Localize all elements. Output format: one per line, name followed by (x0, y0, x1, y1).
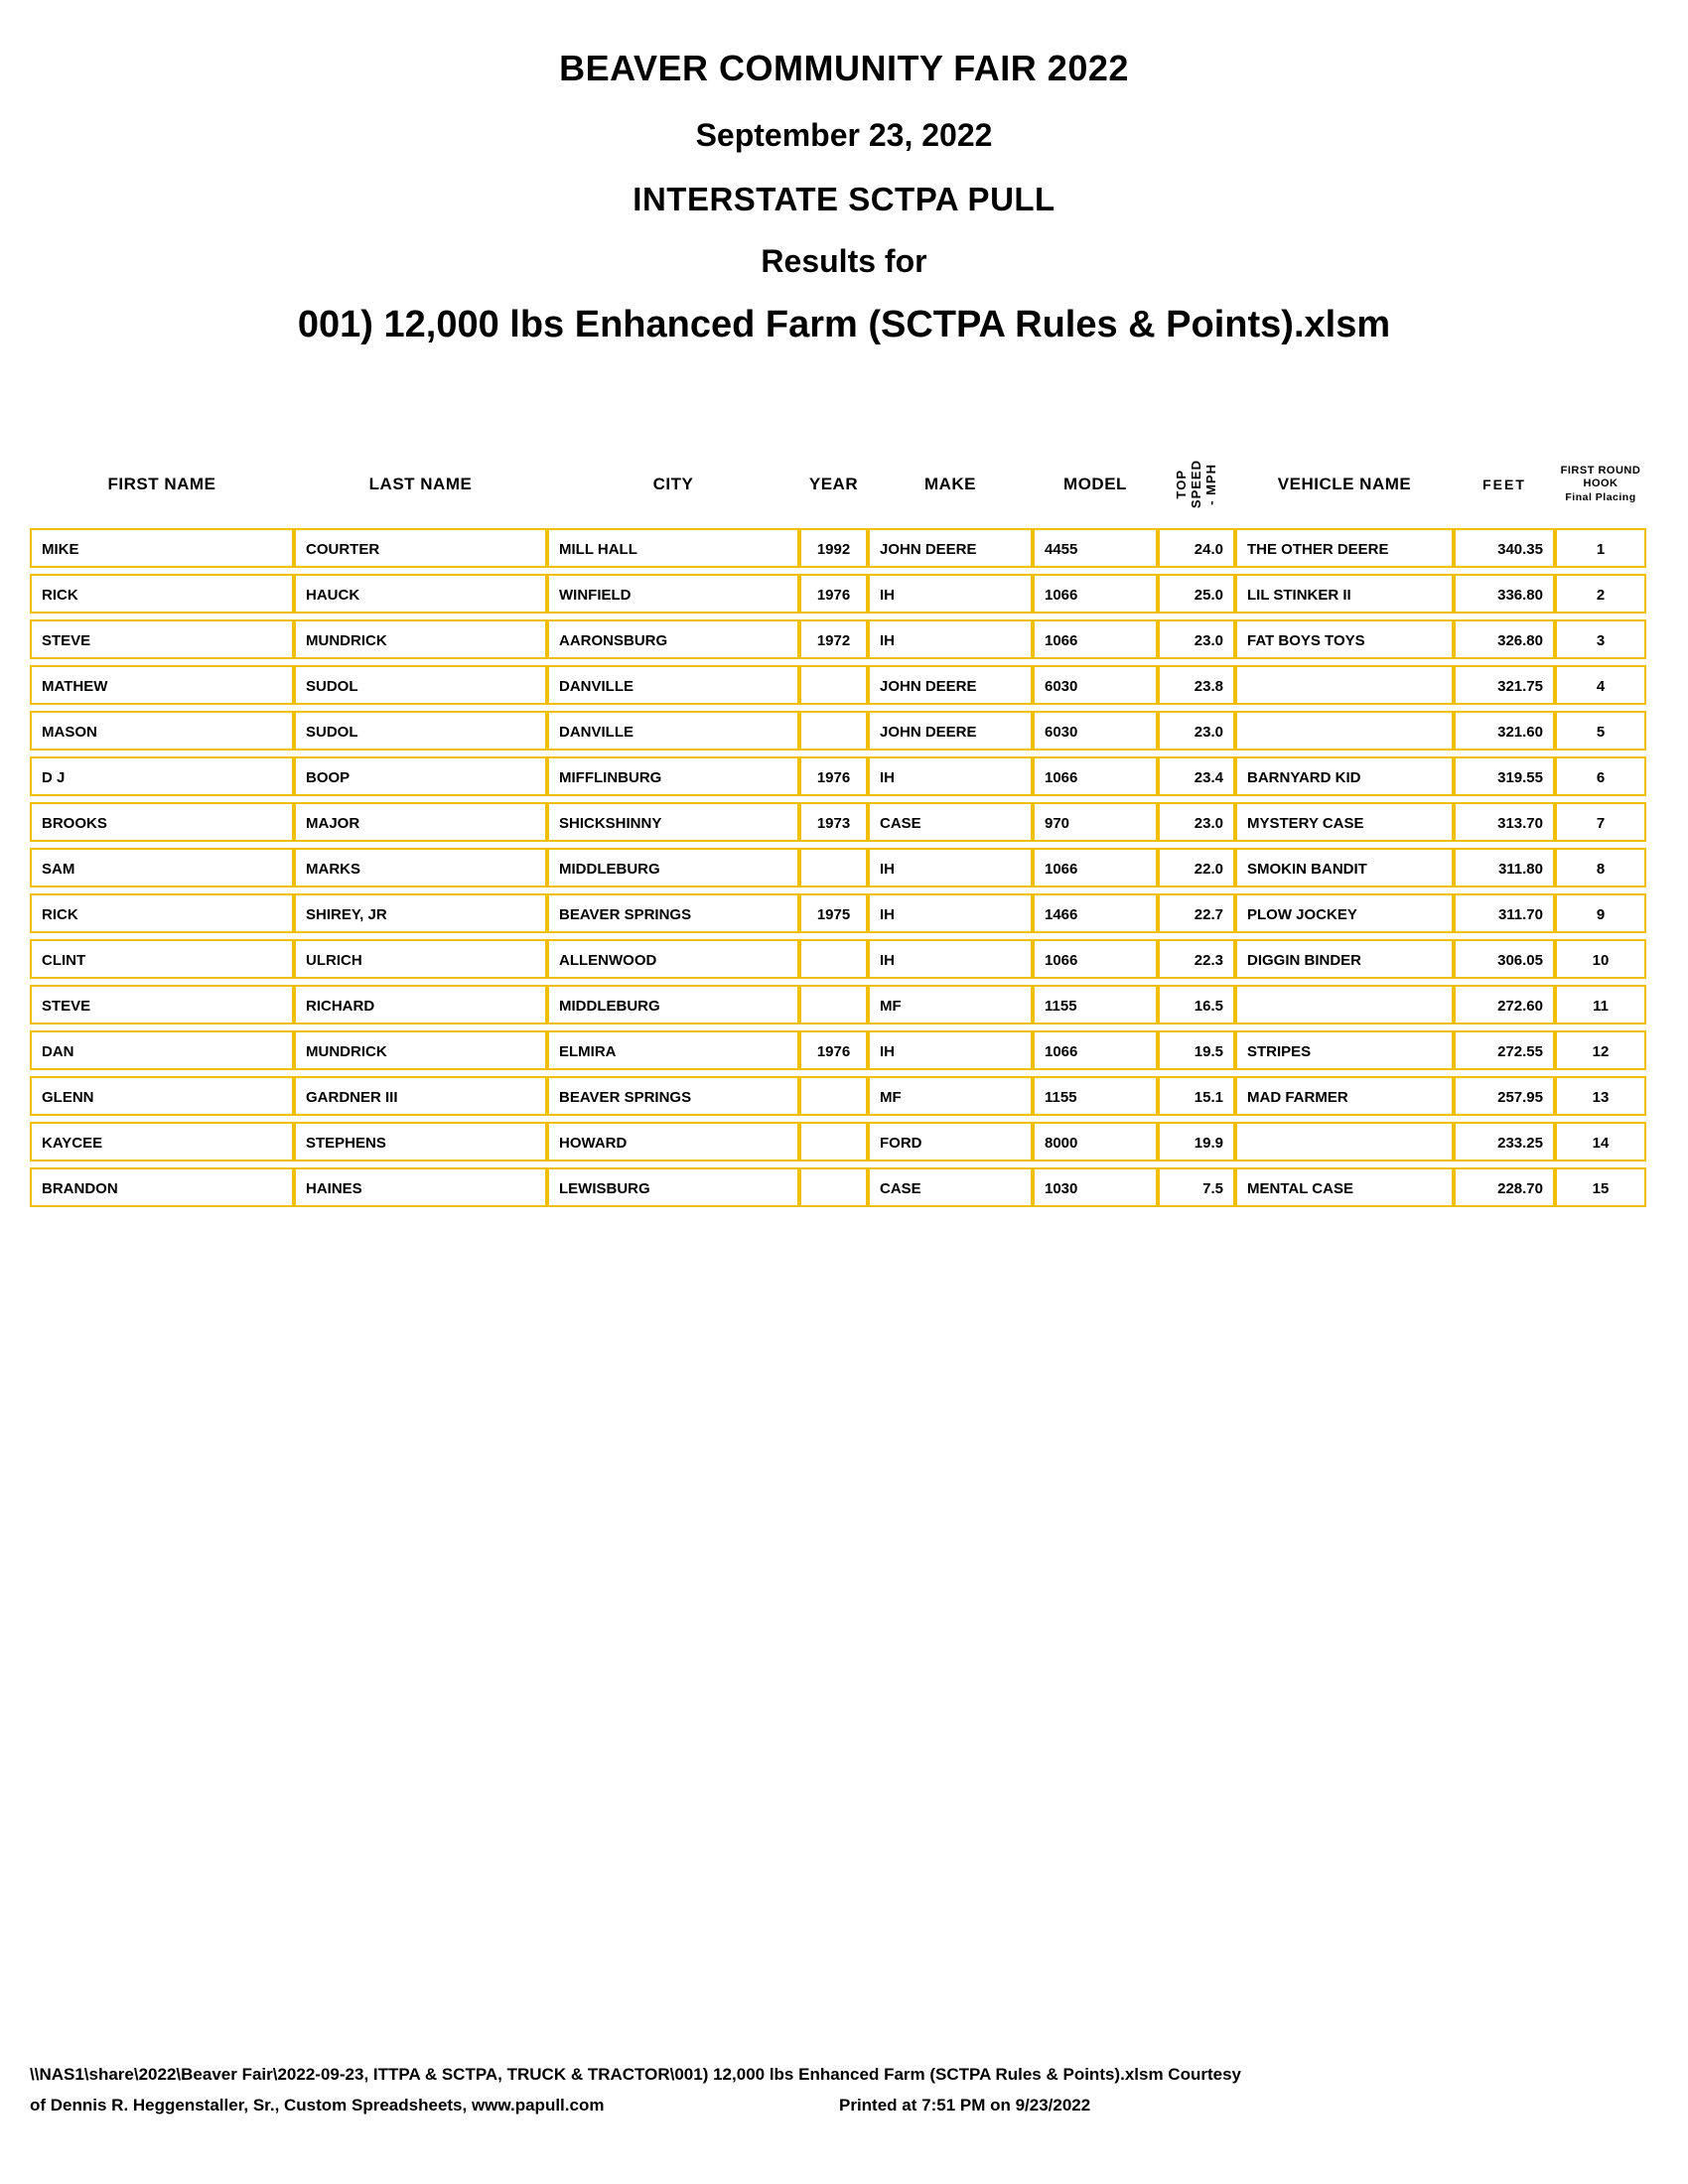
pull-title: INTERSTATE SCTPA PULL (633, 181, 1055, 217)
result-row (30, 939, 1646, 979)
cell-feet: 313.70 (1454, 802, 1555, 842)
cell-model: 1066 (1033, 1030, 1158, 1070)
cell-model: 1066 (1033, 574, 1158, 614)
header-year: YEAR (808, 475, 859, 493)
cell-placing: 11 (1555, 985, 1646, 1024)
header-first-round-hook-final-placing (1555, 465, 1646, 505)
cell-vehicle: FAT BOYS TOYS (1235, 619, 1454, 659)
cell-feet: 272.55 (1454, 1030, 1555, 1070)
cell-make: MF (868, 985, 1033, 1024)
cell-make: MF (868, 1076, 1033, 1116)
cell-speed: 19.5 (1158, 1030, 1235, 1070)
footer-file-path: \\NAS1\share\2022\Beaver Fair\2022-09-23, ITTPA & SCTPA, TRUCK & TRACTOR\001) 12,000 lbs Enhanced Farm (SCTPA Rules & Points).xlsm Courtesy (30, 2065, 1241, 2084)
cell-feet: 340.35 (1454, 528, 1555, 568)
cell-speed: 22.7 (1158, 893, 1235, 933)
cell-year: 1972 (799, 619, 868, 659)
cell-make: IH (868, 619, 1033, 659)
cell-vehicle: STRIPES (1235, 1030, 1454, 1070)
cell-make: JOHN DEERE (868, 528, 1033, 568)
cell-year (799, 939, 868, 979)
footer-printed-timestamp: Printed at 7:51 PM on 9/23/2022 (839, 2096, 1091, 2115)
header-make: MAKE (923, 475, 977, 493)
result-row (30, 985, 1646, 1024)
result-row (30, 1122, 1646, 1161)
cell-placing: 6 (1555, 756, 1646, 796)
cell-year: 1976 (799, 756, 868, 796)
result-row (30, 574, 1646, 614)
cell-speed: 23.0 (1158, 619, 1235, 659)
cell-city: MILL HALL (547, 528, 799, 568)
cell-vehicle (1235, 1122, 1454, 1161)
cell-make: CASE (868, 1167, 1033, 1207)
cell-last: ULRICH (294, 939, 547, 979)
result-row (30, 665, 1646, 705)
cell-city: MIDDLEBURG (547, 985, 799, 1024)
cell-city: HOWARD (547, 1122, 799, 1161)
cell-feet: 306.05 (1454, 939, 1555, 979)
cell-year: 1975 (799, 893, 868, 933)
footer-courtesy-text: of Dennis R. Heggenstaller, Sr., Custom Spreadsheets, www.papull.com (30, 2096, 605, 2115)
cell-year (799, 1167, 868, 1207)
cell-feet: 321.75 (1454, 665, 1555, 705)
cell-speed: 24.0 (1158, 528, 1235, 568)
cell-placing: 8 (1555, 848, 1646, 887)
header-city: CITY (652, 475, 694, 493)
cell-first: KAYCEE (30, 1122, 294, 1161)
cell-feet: 233.25 (1454, 1122, 1555, 1161)
header-last-name: LAST NAME (368, 475, 473, 493)
cell-year: 1976 (799, 574, 868, 614)
results-for-label: Results for (761, 243, 927, 279)
cell-year (799, 848, 868, 887)
cell-vehicle: LIL STINKER II (1235, 574, 1454, 614)
cell-model: 1066 (1033, 756, 1158, 796)
header-top-speed-line: SPEED (1188, 460, 1203, 509)
cell-feet: 326.80 (1454, 619, 1555, 659)
cell-year (799, 985, 868, 1024)
cell-model: 1030 (1033, 1167, 1158, 1207)
cell-vehicle: PLOW JOCKEY (1235, 893, 1454, 933)
cell-first: SAM (30, 848, 294, 887)
cell-model: 1066 (1033, 939, 1158, 979)
results-table (30, 522, 1646, 1213)
cell-placing: 13 (1555, 1076, 1646, 1116)
cell-feet: 336.80 (1454, 574, 1555, 614)
cell-city: AARONSBURG (547, 619, 799, 659)
cell-last: HAINES (294, 1167, 547, 1207)
cell-year (799, 1076, 868, 1116)
footer-second-line (30, 2096, 1658, 2116)
cell-year: 1973 (799, 802, 868, 842)
cell-vehicle: MAD FARMER (1235, 1076, 1454, 1116)
header-model: MODEL (1063, 475, 1127, 493)
cell-city: ELMIRA (547, 1030, 799, 1070)
results-table-area (30, 445, 1646, 1213)
cell-first: RICK (30, 893, 294, 933)
cell-last: STEPHENS (294, 1122, 547, 1161)
cell-first: D J (30, 756, 294, 796)
cell-model: 1466 (1033, 893, 1158, 933)
cell-first: MATHEW (30, 665, 294, 705)
cell-vehicle (1235, 711, 1454, 751)
cell-last: MARKS (294, 848, 547, 887)
cell-make: JOHN DEERE (868, 665, 1033, 705)
header-placing-line: HOOK (1583, 478, 1618, 490)
cell-placing: 10 (1555, 939, 1646, 979)
cell-first: BROOKS (30, 802, 294, 842)
cell-make: IH (868, 756, 1033, 796)
cell-speed: 19.9 (1158, 1122, 1235, 1161)
cell-last: HAUCK (294, 574, 547, 614)
header-vehicle-name: VEHICLE NAME (1277, 475, 1412, 493)
result-row (30, 756, 1646, 796)
header-placing-line: Final Placing (1565, 491, 1636, 504)
cell-last: BOOP (294, 756, 547, 796)
cell-feet: 228.70 (1454, 1167, 1555, 1207)
cell-year (799, 1122, 868, 1161)
table-header-row (30, 445, 1646, 524)
cell-city: MIDDLEBURG (547, 848, 799, 887)
cell-year (799, 711, 868, 751)
result-row (30, 1030, 1646, 1070)
cell-feet: 311.80 (1454, 848, 1555, 887)
cell-first: CLINT (30, 939, 294, 979)
cell-speed: 22.3 (1158, 939, 1235, 979)
cell-city: WINFIELD (547, 574, 799, 614)
cell-speed: 23.0 (1158, 802, 1235, 842)
cell-vehicle: THE OTHER DEERE (1235, 528, 1454, 568)
cell-vehicle (1235, 665, 1454, 705)
cell-last: RICHARD (294, 985, 547, 1024)
cell-speed: 7.5 (1158, 1167, 1235, 1207)
cell-placing: 2 (1555, 574, 1646, 614)
cell-make: IH (868, 1030, 1033, 1070)
cell-model: 6030 (1033, 665, 1158, 705)
cell-placing: 5 (1555, 711, 1646, 751)
cell-city: BEAVER SPRINGS (547, 1076, 799, 1116)
cell-speed: 23.0 (1158, 711, 1235, 751)
cell-speed: 15.1 (1158, 1076, 1235, 1116)
result-row (30, 893, 1646, 933)
result-row (30, 802, 1646, 842)
result-row (30, 528, 1646, 568)
result-row (30, 711, 1646, 751)
cell-city: DANVILLE (547, 665, 799, 705)
cell-first: MIKE (30, 528, 294, 568)
cell-make: JOHN DEERE (868, 711, 1033, 751)
result-row (30, 1076, 1646, 1116)
cell-model: 6030 (1033, 711, 1158, 751)
cell-speed: 25.0 (1158, 574, 1235, 614)
cell-placing: 15 (1555, 1167, 1646, 1207)
cell-model: 970 (1033, 802, 1158, 842)
cell-make: CASE (868, 802, 1033, 842)
cell-model: 1155 (1033, 1076, 1158, 1116)
event-date: September 23, 2022 (695, 117, 993, 153)
cell-city: MIFFLINBURG (547, 756, 799, 796)
cell-vehicle: BARNYARD KID (1235, 756, 1454, 796)
cell-speed: 16.5 (1158, 985, 1235, 1024)
header-top-speed-line: - MPH (1203, 464, 1219, 505)
cell-first: STEVE (30, 985, 294, 1024)
cell-city: LEWISBURG (547, 1167, 799, 1207)
cell-city: SHICKSHINNY (547, 802, 799, 842)
cell-last: GARDNER III (294, 1076, 547, 1116)
cell-first: STEVE (30, 619, 294, 659)
cell-last: SUDOL (294, 711, 547, 751)
cell-feet: 319.55 (1454, 756, 1555, 796)
header-placing-line: FIRST ROUND (1560, 464, 1641, 477)
cell-vehicle: SMOKIN BANDIT (1235, 848, 1454, 887)
cell-model: 1155 (1033, 985, 1158, 1024)
cell-first: DAN (30, 1030, 294, 1070)
class-file-title: 001) 12,000 lbs Enhanced Farm (SCTPA Rules & Points).xlsm (297, 304, 1391, 345)
cell-model: 1066 (1033, 848, 1158, 887)
cell-year: 1992 (799, 528, 868, 568)
page-footer (30, 2065, 1658, 2116)
cell-placing: 7 (1555, 802, 1646, 842)
result-row (30, 619, 1646, 659)
cell-last: SHIREY, JR (294, 893, 547, 933)
result-row (30, 848, 1646, 887)
cell-year (799, 665, 868, 705)
cell-model: 8000 (1033, 1122, 1158, 1161)
cell-vehicle (1235, 985, 1454, 1024)
cell-vehicle: DIGGIN BINDER (1235, 939, 1454, 979)
result-row (30, 1167, 1646, 1207)
cell-first: BRANDON (30, 1167, 294, 1207)
header-first-name: FIRST NAME (107, 475, 216, 493)
cell-feet: 257.95 (1454, 1076, 1555, 1116)
cell-year: 1976 (799, 1030, 868, 1070)
cell-first: RICK (30, 574, 294, 614)
cell-last: MAJOR (294, 802, 547, 842)
header-top-speed-line: TOP (1173, 470, 1189, 499)
cell-model: 1066 (1033, 619, 1158, 659)
cell-placing: 9 (1555, 893, 1646, 933)
cell-city: BEAVER SPRINGS (547, 893, 799, 933)
cell-city: ALLENWOOD (547, 939, 799, 979)
cell-make: IH (868, 574, 1033, 614)
cell-first: MASON (30, 711, 294, 751)
cell-placing: 12 (1555, 1030, 1646, 1070)
cell-make: IH (868, 848, 1033, 887)
cell-last: MUNDRICK (294, 619, 547, 659)
cell-make: IH (868, 893, 1033, 933)
header-feet: FEET (1482, 477, 1526, 492)
cell-speed: 23.4 (1158, 756, 1235, 796)
results-table-body (30, 528, 1646, 1207)
cell-placing: 3 (1555, 619, 1646, 659)
cell-speed: 22.0 (1158, 848, 1235, 887)
cell-vehicle: MYSTERY CASE (1235, 802, 1454, 842)
cell-model: 4455 (1033, 528, 1158, 568)
cell-vehicle: MENTAL CASE (1235, 1167, 1454, 1207)
cell-last: MUNDRICK (294, 1030, 547, 1070)
header-top-speed-mph (1158, 445, 1235, 524)
event-title: BEAVER COMMUNITY FAIR 2022 (559, 48, 1129, 88)
cell-feet: 272.60 (1454, 985, 1555, 1024)
cell-make: IH (868, 939, 1033, 979)
cell-placing: 14 (1555, 1122, 1646, 1161)
cell-city: DANVILLE (547, 711, 799, 751)
cell-feet: 311.70 (1454, 893, 1555, 933)
cell-last: SUDOL (294, 665, 547, 705)
title-block (0, 48, 1688, 346)
cell-first: GLENN (30, 1076, 294, 1116)
cell-make: FORD (868, 1122, 1033, 1161)
cell-last: COURTER (294, 528, 547, 568)
cell-placing: 1 (1555, 528, 1646, 568)
cell-feet: 321.60 (1454, 711, 1555, 751)
cell-placing: 4 (1555, 665, 1646, 705)
cell-speed: 23.8 (1158, 665, 1235, 705)
